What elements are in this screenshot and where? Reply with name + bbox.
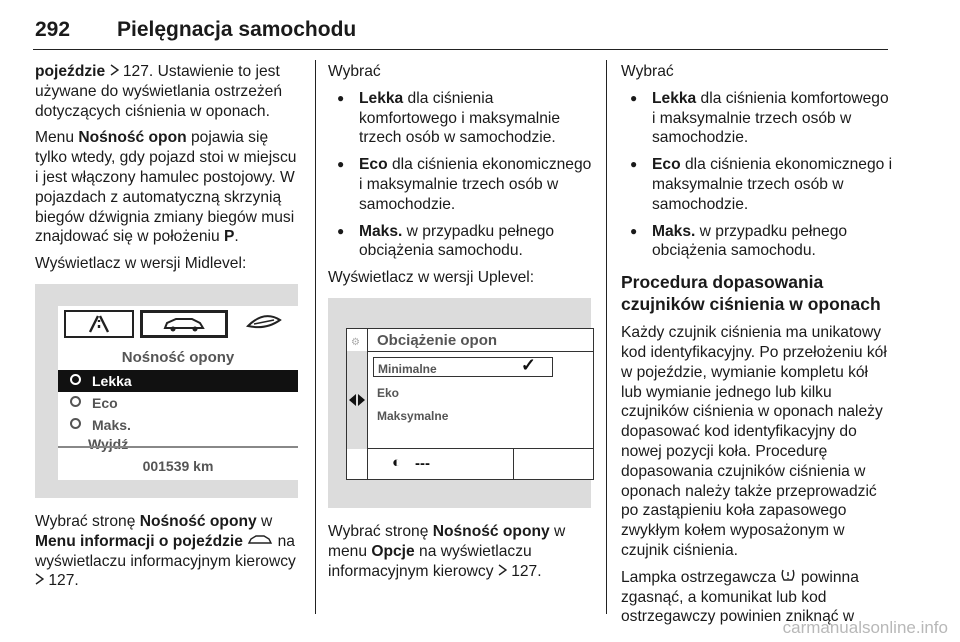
bold-text: Lekka bbox=[652, 89, 697, 107]
bold-text: Nośność opon bbox=[78, 129, 187, 147]
bold-text: Menu informacji o pojeździe bbox=[35, 532, 243, 550]
text: powinna zgasnąć, a komunikat lub kod ostrzegawczy powinien zniknąć w bbox=[621, 568, 859, 626]
radio-icon bbox=[70, 418, 81, 429]
midlevel-screen bbox=[58, 306, 298, 480]
midlevel-display-figure bbox=[35, 284, 298, 498]
text: Wybrać stronę bbox=[328, 522, 433, 540]
column-3 bbox=[621, 62, 893, 634]
text: w menu bbox=[328, 522, 566, 560]
text: Wybrać stronę bbox=[35, 513, 140, 530]
option-row[interactable] bbox=[58, 370, 298, 392]
divider bbox=[347, 448, 593, 449]
exit-label: Wyjdź bbox=[88, 436, 129, 452]
list-item bbox=[621, 89, 893, 148]
page-ref[interactable]: 127 bbox=[122, 63, 149, 81]
text: Menu bbox=[35, 129, 79, 147]
list-item bbox=[328, 155, 592, 214]
text: dla ciśnienia ekonomicznego i maksymalnie trzech osób w samochodzie. bbox=[359, 156, 592, 213]
text: . bbox=[234, 228, 239, 246]
bold-text: Maks. bbox=[359, 222, 403, 240]
paragraph: Wybrać bbox=[621, 63, 674, 80]
list-item bbox=[328, 89, 592, 148]
text: Lampka ostrzegawcza bbox=[621, 568, 781, 586]
option-label: Lekka bbox=[92, 373, 132, 389]
text: dla ciśnienia komfortowego i maksymalnie trzech osób w samochodzie. bbox=[652, 89, 889, 147]
radio-icon bbox=[70, 374, 81, 385]
text: dla ciśnienia ekonomicznego i maksymalnie trzech osób w samochodzie. bbox=[652, 156, 893, 213]
watermark: carmanualsonline.info bbox=[782, 618, 948, 637]
text: w przypadku pełnego obciążenia samochodu. bbox=[652, 222, 848, 260]
paragraph: Wyświetlacz w wersji Uplevel: bbox=[328, 269, 535, 287]
bold-text: Nośność opony bbox=[432, 522, 550, 540]
section-heading: Procedura dopasowania czujników ciśnienia w oponach bbox=[621, 272, 881, 315]
bold-text: Lekka bbox=[359, 89, 404, 107]
leaf-icon bbox=[234, 310, 294, 334]
divider bbox=[367, 329, 368, 449]
uplevel-screen bbox=[346, 328, 594, 480]
option-label: Eco bbox=[92, 395, 118, 411]
bold-text: Eco bbox=[652, 156, 681, 174]
text: w bbox=[256, 513, 273, 530]
text: dla ciśnienia komfortowego i maksymalnie trzech osób w samochodzie. bbox=[359, 89, 561, 147]
option-row[interactable] bbox=[58, 392, 298, 414]
pressure-value: --- bbox=[415, 455, 430, 473]
uplevel-display-figure bbox=[328, 298, 591, 508]
text: . Ustawienie to jest używane do wyświetlania ostrzeżeń dotyczących ciśnienia w oponach. bbox=[35, 63, 283, 120]
car-icon bbox=[247, 532, 273, 552]
tab-road bbox=[64, 310, 134, 338]
menu-title: Nośność opony bbox=[121, 349, 235, 366]
tire-icon: ⚙ bbox=[351, 336, 360, 348]
text: . bbox=[537, 562, 542, 580]
menu-title: Obciążenie opon bbox=[377, 331, 498, 349]
tire-pressure-icon: ◐ bbox=[392, 454, 402, 472]
page-ref-icon bbox=[35, 571, 44, 591]
bold-text: Maks. bbox=[652, 222, 696, 240]
road-icon bbox=[66, 312, 132, 336]
paragraph bbox=[35, 512, 300, 591]
list-item bbox=[621, 222, 893, 262]
text: pojawia się tylko wtedy, gdy pojazd stoi w miejscu i jest włączony hamulec postojowy. W pojazdach z automatyczną skrzynią biegów dźwignia zmiany biegów musi znajdować się w położeniu bbox=[35, 129, 297, 246]
car-icon bbox=[143, 313, 225, 335]
page-header bbox=[33, 14, 888, 50]
paragraph bbox=[35, 62, 300, 121]
page-number: 292 bbox=[35, 18, 71, 41]
bold-text: P bbox=[223, 228, 235, 246]
paragraph: Wyświetlacz w wersji Midlevel: bbox=[35, 255, 247, 273]
odometer: 001539 km bbox=[58, 446, 298, 484]
paragraph: Każdy czujnik ciśnienia ma unikatowy kod identyfikacyjny. Po przełożeniu kół w pojeździe, wymianie kompletu kół lub wymianie jednego lub kilku czujników ciśnienia w oponach należy dopasować kod identyfikacyjny do nowej pozycji koła. Procedurę dopasowania czujników ciśnienia w oponach należy także przeprowadzić po zastąpieniu koła zapasowego zwykłym kołem wyposażonym w czujnik ciśnienia. bbox=[621, 324, 887, 559]
bold-text: Opcje bbox=[371, 542, 415, 560]
tab-eco bbox=[234, 310, 294, 338]
page-ref-icon bbox=[498, 562, 507, 582]
paragraph: Wybrać bbox=[328, 63, 381, 80]
page-title: Pielęgnacja samochodu bbox=[117, 18, 357, 41]
list-item bbox=[621, 155, 893, 214]
tire-pressure-warning-icon bbox=[780, 568, 796, 588]
option-label: Minimalne bbox=[378, 361, 437, 376]
option-label: Maks. bbox=[92, 417, 131, 433]
option-selected[interactable] bbox=[373, 354, 553, 377]
bold-text: pojeździe bbox=[35, 63, 106, 81]
checkmark-icon: ✓ bbox=[520, 354, 536, 375]
text: w przypadku pełnego obciążenia samochodu. bbox=[359, 222, 555, 260]
option-list bbox=[328, 89, 592, 261]
divider bbox=[347, 351, 593, 352]
paragraph bbox=[328, 522, 592, 581]
header-rule bbox=[33, 49, 888, 51]
list-item bbox=[328, 222, 592, 262]
column-divider bbox=[315, 60, 316, 614]
divider bbox=[367, 449, 368, 479]
option-label[interactable]: Maksymalne bbox=[377, 408, 449, 423]
page-ref[interactable]: 127 bbox=[48, 572, 75, 590]
page-ref-icon bbox=[110, 62, 119, 82]
option-list bbox=[621, 89, 893, 261]
option-label[interactable]: Eko bbox=[377, 385, 400, 400]
tab-vehicle-info bbox=[140, 310, 228, 338]
bold-text: Nośność opony bbox=[139, 513, 257, 530]
divider bbox=[513, 449, 514, 479]
left-right-arrow-icon bbox=[347, 385, 367, 415]
text: . bbox=[74, 572, 79, 590]
radio-icon bbox=[70, 396, 81, 407]
paragraph bbox=[35, 128, 300, 247]
bold-text: Eco bbox=[359, 156, 388, 174]
text: na wyświetlaczu informacyjnym kierowcy bbox=[328, 542, 532, 580]
column-1 bbox=[35, 62, 300, 598]
column-divider bbox=[606, 60, 607, 614]
text: na wyświetlaczu informacyjnym kierowcy bbox=[35, 532, 296, 570]
side-arrows[interactable] bbox=[347, 351, 367, 449]
page-ref[interactable]: 127 bbox=[511, 562, 538, 580]
column-2 bbox=[328, 62, 592, 588]
